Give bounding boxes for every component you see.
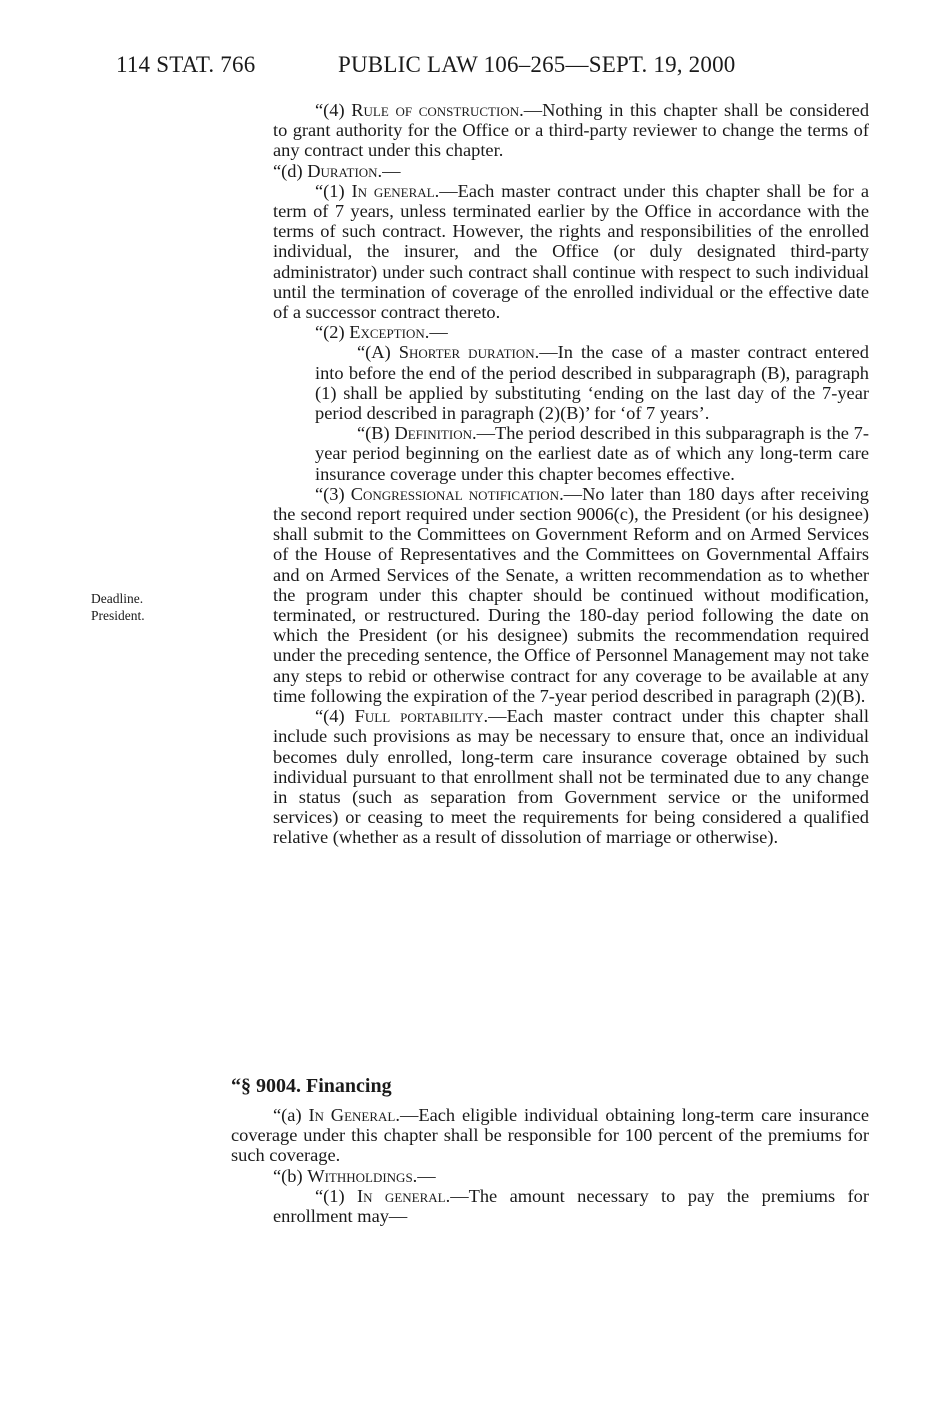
- subsection-financing-general: “(a) In General.—Each eligible individual obtaining long-term care insurance coverage under this chapter shall be responsible for 100 percent of the premiums for such coverage.: [231, 1105, 870, 1166]
- subpara-definition: “(B) Definition.—The period described in this subparagraph is the 7-year period beginning on the earliest date as of which any long-term care insurance coverage under this chapter becomes effective.: [315, 423, 869, 484]
- para-duration-general: “(1) In general.—Each master contract under this chapter shall be for a term of 7 years, unless terminated earlier by the Office in accordance with the terms of such contract. However, the rights and responsibilities of the enrolled individual, the insurer, and the Office (or duly designated third-party administrator) under such contract shall continue with respect to such individual until the termination of coverage of the enrolled individual or the effective date of a successor contract thereto.: [273, 180, 869, 323]
- para-exception-heading: “(2) Exception.—: [315, 322, 448, 343]
- para-full-portability: “(4) Full portability.—Each master contract under this chapter shall include such provisions as may be necessary to ensure that, once an individual becomes duly enrolled, long-term care insurance coverage obtained by such individual pursuant to that enrollment shall not be terminated due to any change in status (such as separation from Government service or the uniformed services) or ceasing to meet the requirements for being considered a qualified relative (whether as a result of dissolution of marriage or otherwise).: [273, 706, 870, 848]
- para-rule-of-construction: “(4) Rule of construction.—Nothing in this chapter shall be considered to grant authority for the Office or a third-party reviewer to change the terms of any contract under this chapter.: [273, 100, 870, 161]
- section-9004-column: [231, 1105, 869, 1226]
- running-head: PUBLIC LAW 106–265—SEPT. 19, 2000: [338, 52, 736, 77]
- main-column: [273, 100, 869, 848]
- para-withholdings-general: “(1) In general.—The amount necessary to pay the premiums for enrollment may—: [273, 1185, 869, 1227]
- subsection-withholdings-heading: “(b) Withholdings.—: [273, 1165, 436, 1186]
- stat-reference: 114 STAT. 766: [116, 52, 256, 77]
- margin-note-deadline: Deadline.: [91, 591, 144, 606]
- subsection-duration-heading: “(d) Duration.—: [273, 160, 401, 181]
- subpara-shorter-duration: “(A) Shorter duration.—In the case of a master contract entered into before the end of the period described in subparagraph (B), paragraph (1) shall be applied by substituting ‘ending on the last day of the 7-year period described in paragraph (2)(B)’ for ‘of 7 years’.: [315, 342, 870, 424]
- section-heading: “§ 9004. Financing: [231, 1075, 392, 1097]
- margin-note-president: President.: [91, 608, 145, 623]
- para-congressional-notification: “(3) Congressional notification.—No later than 180 days after receiving the second report required under section 9006(c), the President (or his designee) shall submit to the Committees on Government Reform and on Armed Services of the House of Representatives and the Committees on Governmental Affairs and on Armed Services of the Senate, a written recommendation as to whether the program under this chapter should be continued without modification, terminated, or restructured. During the 180-day period following the date on which the President (or his designee) submits the recommendation required under the preceding sentence, the Office of Personnel Management may not take any steps to rebid or otherwise contract for any coverage to be available at any time following the expiration of the 7-year period described in paragraph (2)(B).: [273, 483, 869, 706]
